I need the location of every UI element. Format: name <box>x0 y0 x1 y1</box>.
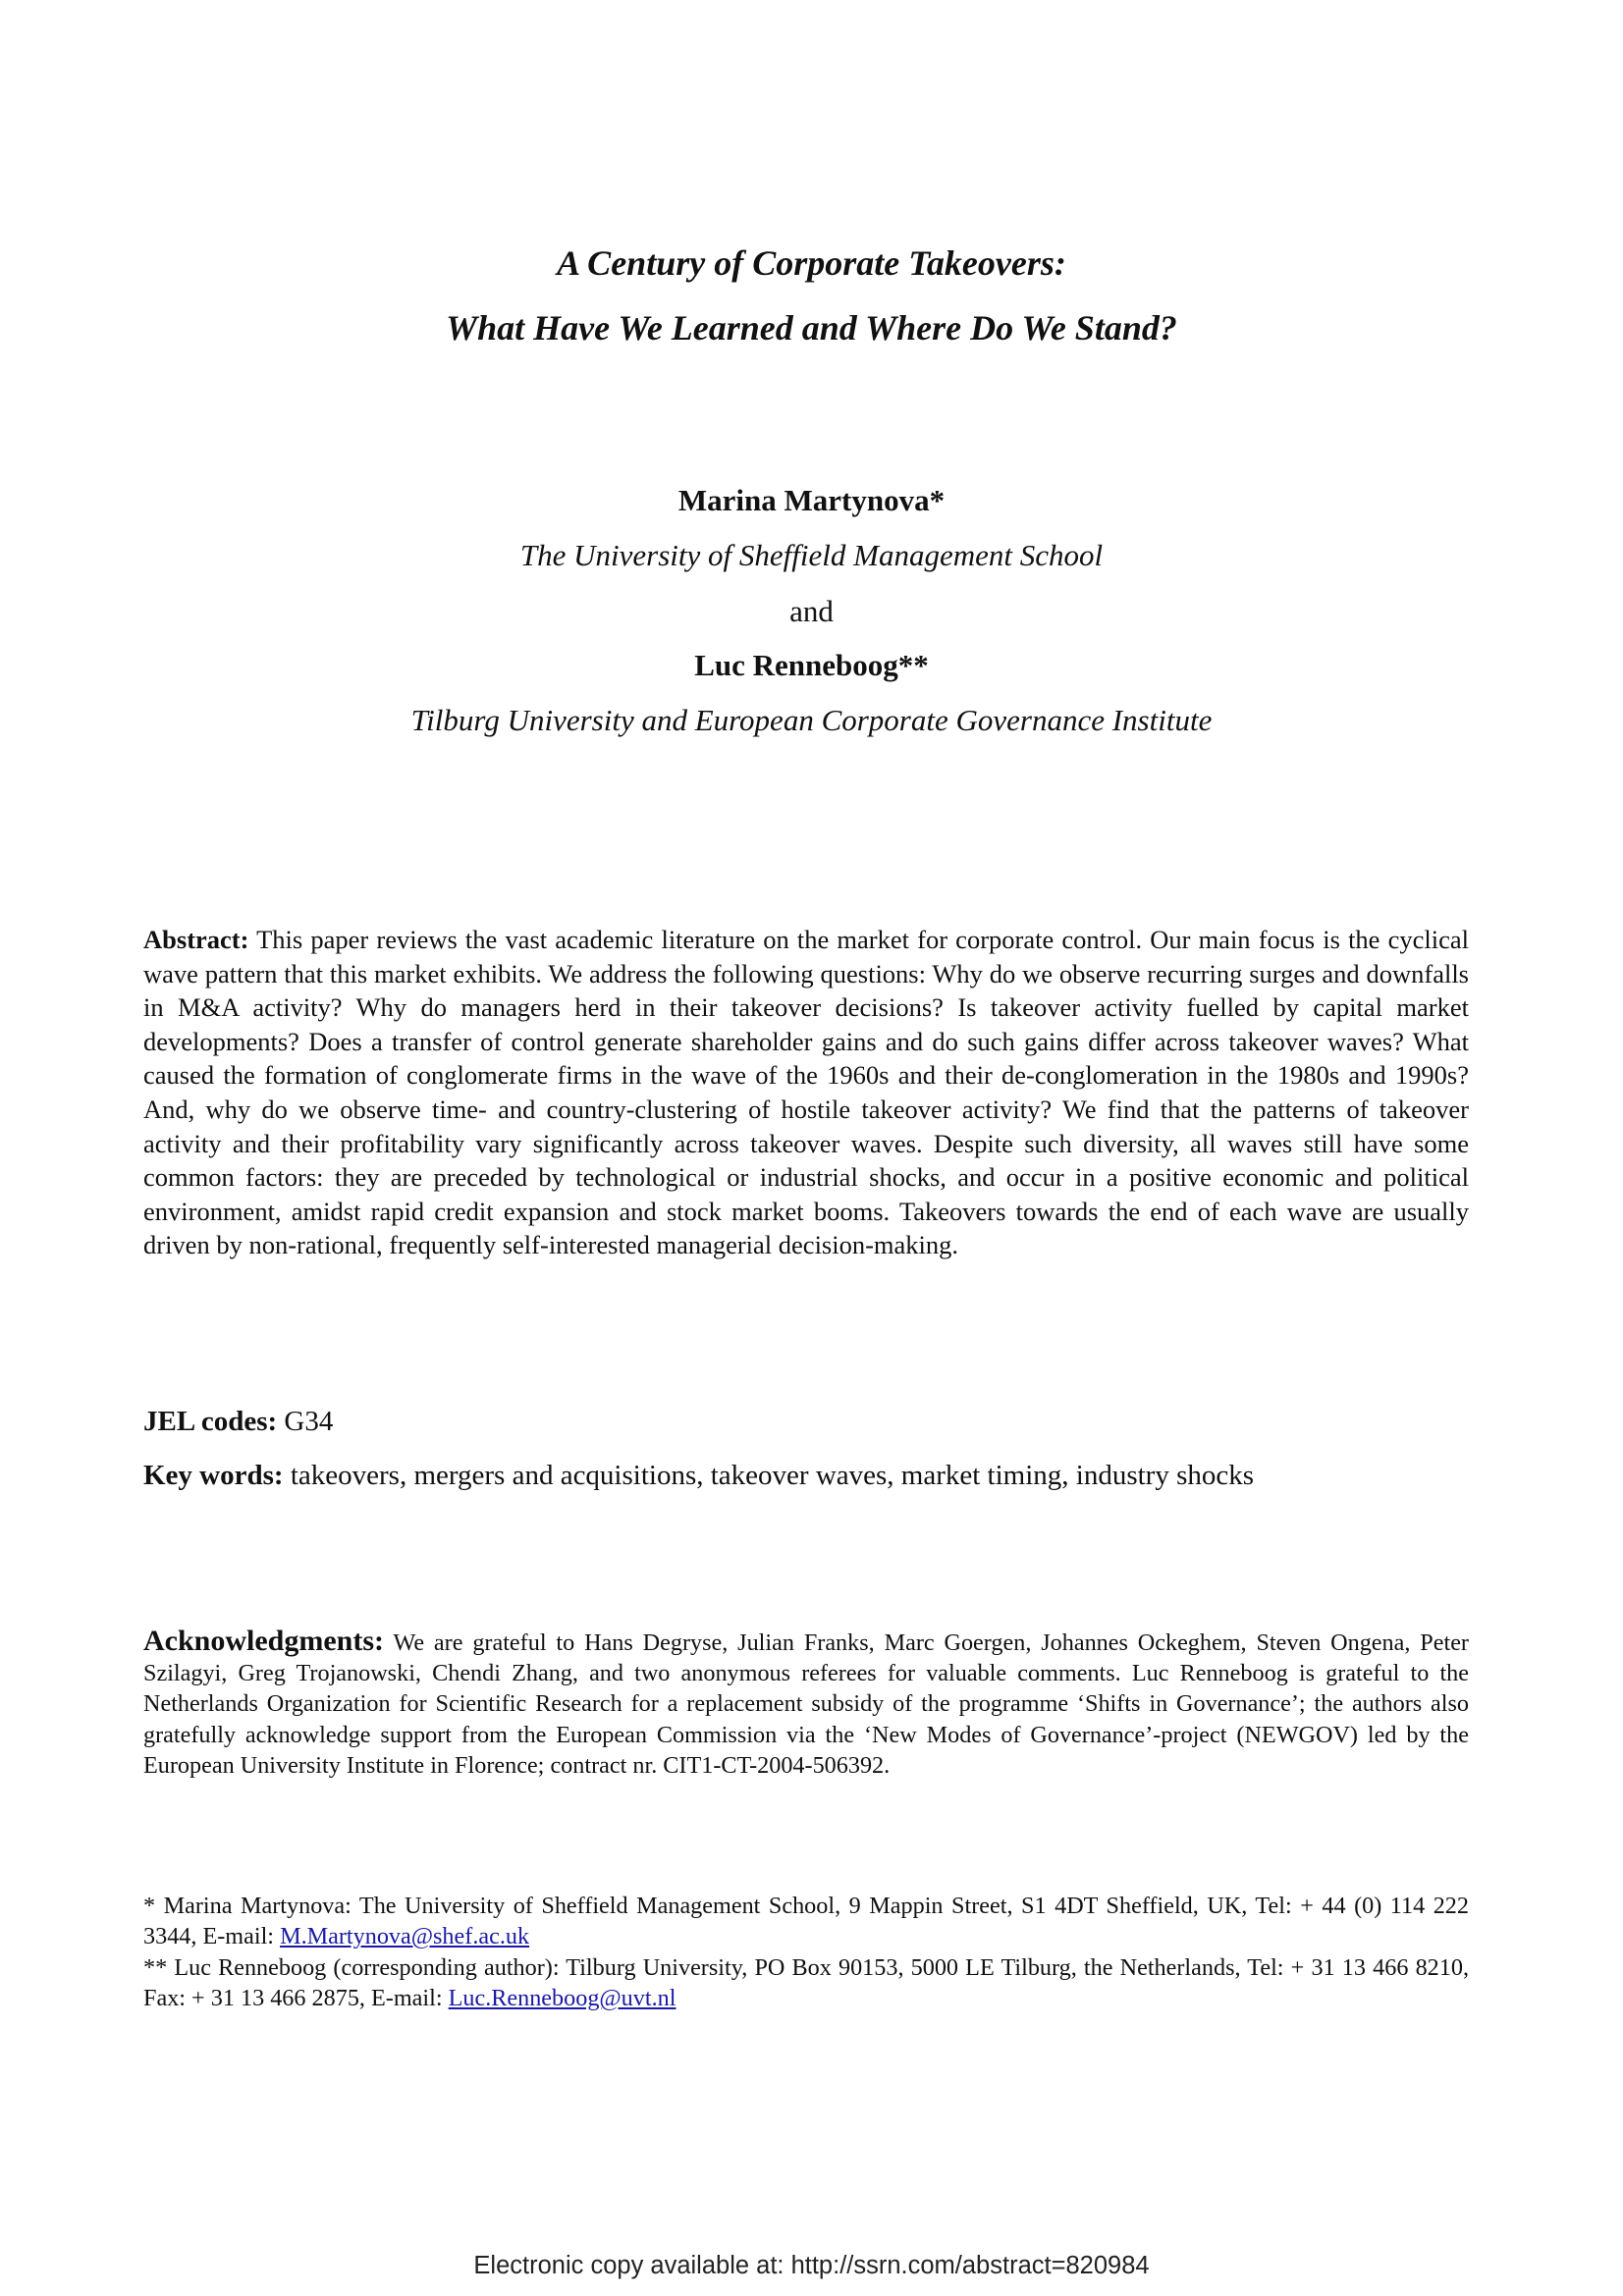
acknowledgments <box>143 1626 1469 1781</box>
footnote-2-text: ** Luc Renneboog (corresponding author): Tilburg University, PO Box 90153, 5000 LE Tilburg, the Netherlands, Tel: + 31 13 466 8210, Fax: + 31 13 466 2875, E-mail: <box>143 1954 1469 2012</box>
footnote-author-1 <box>143 1891 1469 1951</box>
footnote-author-2 <box>143 1952 1469 2013</box>
footnote-2-email-link[interactable]: Luc.Renneboog@uvt.nl <box>448 1985 676 2012</box>
footnote-1-text: * Marina Martynova: The University of Sheffield Management School, 9 Mappin Street, S1 4DT Sheffield, UK, Tel: + 44 (0) 114 222 3344, E-mail: <box>143 1893 1469 1950</box>
footnote-1-email-link[interactable]: M.Martynova@shef.ac.uk <box>280 1923 530 1950</box>
author-1-name: Marina Martynova* <box>677 483 946 517</box>
abstract <box>143 923 1469 1262</box>
acknowledgments-text: We are grateful to Hans Degryse, Julian Franks, Marc Goergen, Johannes Ockeghem, Steven Ongena, Peter Szilagyi, Greg Trojanowski, Chendi Zhang, and two anonymous referees for valuable comments. Luc Renneboog is grateful to the Netherlands Organization for Scientific Research for a replacement subsidy of the programme ‘Shifts in Governance’; the authors also gratefully acknowledge support from the European Commission via the ‘New Modes of Governance’-project (NEWGOV) led by the European University Institute in Florence; contract nr. CIT1-CT-2004-506392. <box>143 1629 1469 1779</box>
paper-title-line-1: A Century of Corporate Takeovers: <box>557 243 1066 283</box>
jel-codes-label: JEL codes: <box>143 1406 278 1437</box>
acknowledgments-label: Acknowledgments: <box>143 1625 384 1657</box>
jel-codes <box>143 1408 1469 1436</box>
author-2-affiliation: Tilburg University and European Corporate Governance Institute <box>410 703 1213 737</box>
author-1-affiliation: The University of Sheffield Management School <box>519 538 1104 572</box>
abstract-text: This paper reviews the vast academic literature on the market for corporate control. Our main focus is the cyclical wave pattern that this market exhibits. We address the following questions: Why do we observe recurring surges and downfalls in M&A activity? Why do managers herd in their takeover decisions? Is takeover activity fuelled by capital market developments? Does a transfer of control generate shareholder gains and do such gains differ across takeover waves? What caused the formation of conglomerate firms in the wave of the 1960s and their de-conglomeration in the 1980s and 1990s? And, why do we observe time- and country-clustering of hostile takeover activity? We find that the patterns of takeover activity and their profitability vary significantly across takeover waves. Despite such diversity, all waves still have some common factors: they are preceded by technological or industrial shocks, and occur in a positive economic and political environment, amidst rapid credit expansion and stock market booms. Takeovers towards the end of each wave are usually driven by non-rational, frequently self-interested managerial decision-making. <box>143 925 1469 1260</box>
key-words-value: takeovers, mergers and acquisitions, takeover waves, market timing, industry shocks <box>290 1460 1255 1491</box>
abstract-label: Abstract: <box>143 925 249 954</box>
paper-title-line-2: What Have We Learned and Where Do We Stand? <box>446 308 1177 347</box>
author-conjunction: and <box>789 594 834 628</box>
key-words <box>143 1462 1469 1490</box>
jel-codes-value: G34 <box>284 1406 334 1437</box>
author-2-name: Luc Renneboog** <box>694 648 929 682</box>
electronic-copy-footer: Electronic copy available at: http://ssrn.com/abstract=820984 <box>473 2252 1150 2279</box>
key-words-label: Key words: <box>143 1460 284 1491</box>
